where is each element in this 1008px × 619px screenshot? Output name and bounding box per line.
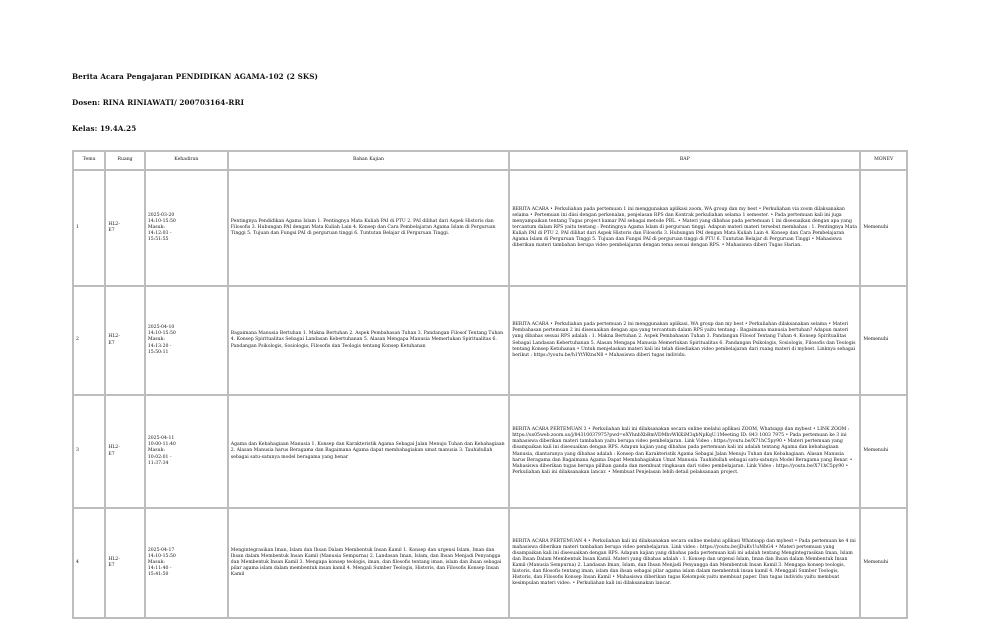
session-date: 2025-03-20: [147, 212, 175, 218]
ruang-line: HL2-: [108, 556, 120, 562]
table-row: [74, 396, 906, 507]
attendance-label: Masuk:: [147, 448, 165, 454]
attendance-out: 15:50:11: [147, 349, 169, 355]
cell-kehadiran: [146, 509, 227, 617]
col-header-bahan-kajian: Bahan Kajian: [229, 152, 508, 169]
cell-kehadiran: [146, 396, 227, 507]
attendance-in: 10:02:01 -: [147, 454, 172, 460]
ruang-line: HL2-: [108, 334, 120, 340]
cell-bahan-kajian: Agama dan Kebahagiaan Manusia 1. Konsep dan Karakteristik Agama Sebagai Jalan Menuju Tuhan dan Kebahagiaan 2. Alasan Manusia harus Beragama dan Bagaimana Agama dapat membahagiakan umat manusia 3. Tauhidullah sebagai satu-satunya model beragama yang benar: [229, 396, 508, 507]
table-row: [74, 509, 906, 617]
cell-ruang: [106, 396, 143, 507]
attendance-label: Masuk:: [147, 224, 165, 230]
session-date: 2025-04-10: [147, 325, 175, 331]
session-time: 10:00-11:40: [147, 442, 176, 448]
cell-ruang: [106, 171, 143, 285]
ruang-line: E7: [108, 340, 115, 346]
attendance-out: 11:37:34: [147, 460, 169, 466]
ruang-line: E7: [108, 563, 115, 568]
col-header-ruang: Ruang: [106, 152, 143, 169]
lecturer-info: Dosen: RINA RINIAWATI/ 200703164-RRI: [72, 98, 245, 107]
cell-monev: Memenuhi: [861, 287, 906, 394]
cell-temu: 3: [74, 396, 104, 507]
cell-bahan-kajian: Pentingnya Pendidikan Agama Islam 1. Pentingnya Mata Kuliah PAI di PTU 2. PAI dilihat dari Aspek Historis dan Filosofis 3. Hubungan PAI dengan Mata Kuliah Lain 4. Konsep dan Cara Pembelajaran Agama Islam di Perguruan Tinggi 5. Tujuan dan Fungsi PAI di perguruan tinggi 6. Tuntutan Belajar di Perguruan Tinggi.: [229, 171, 508, 285]
cell-bap: BERITA ACARA • Perkuliahan pada pertemuan 2 ini menggunakan aplikasi, WA group dan my best • Perkuliahan dilaksanakan selama • Materi Pembahasan pertemuan 2 ini disesuaikan dengan apa yang tercantum dalam RPS yaitu tentang : Bagaimana manusia bertuhan? Adapun materi yang dibahas sesuai RPS adalah : 1. Makna Bertuhan 2. Aspek Pembahasan Tuhan 3. Pandangan Filosof Tentang Tuhan 4. Konsep Spiritualitas Sebagai Landasan Kebertuhanan 5. Alasan Mengapa Manusia Memerlukan Spiritualitas 6. Pandangan Psikologis, Sosiologis, Filosofis dan Teologis tentang Konsep Ketuhanan • Untuk menjelaskan materi kali ini telah disediakan video pembelajaran dari ruang materi di mybest. Linknya sebagai berikut : https://youtu.be/h1YtYKtnsN8 • Mahasiswa diberi tugas individu.: [510, 287, 859, 394]
cell-ruang: [106, 287, 143, 394]
col-header-monev: MONEV: [861, 152, 906, 169]
cell-temu: 2: [74, 287, 104, 394]
col-header-temu: Temu: [74, 152, 104, 169]
attendance-label: Masuk:: [147, 559, 165, 565]
cell-temu: 1: [74, 171, 104, 285]
attendance-in: 14:11:40 -: [147, 566, 172, 572]
cell-bahan-kajian: Mengintegrasikan Iman, Islam dan Ihsan Dalam Membentuk Insan Kamil 1. Konsep dan urgensi Islam, Iman dan Ihsan dalam Membentuk Insan Kamil (Manusia Sempurna) 2. Landasan Iman, Islam, dan Ihsan Menjadi Penyangga dan Membentuk Insan Kamil 3. Mengapa konsep teologis, iman, dan filosofis tentang iman, islam dan ihsan sebagai pilar agama islam dalam membentuk insan kamil 4. Mengali Sumber Teologis, Historis, dan Filosofis Konsep Insan Kamil: [229, 509, 508, 617]
cell-ruang: [106, 509, 143, 617]
cell-monev: Memenuhi: [861, 509, 906, 617]
attendance-in: 14:13:20 -: [147, 343, 172, 349]
cell-monev: Memenuhi: [861, 396, 906, 507]
attendance-label: Masuk:: [147, 337, 165, 343]
session-time: 14:10-15:50: [147, 218, 176, 224]
ruang-line: E7: [108, 228, 115, 233]
ruang-line: HL2-: [108, 445, 120, 451]
class-info: Kelas: 19.4A.25: [72, 124, 137, 133]
cell-kehadiran: [146, 171, 227, 285]
session-time: 14:10-15:50: [147, 331, 176, 337]
page-title: Berita Acara Pengajaran PENDIDIKAN AGAMA-102 (2 SKS): [72, 72, 319, 81]
cell-bap: BERITA ACARA PERTEMUAN 4 • Perkuliahan kali ini dilaksanakan secara online melalui aplikasi Whatsapp dan mybest • Pada pertemuan ke 4 ini mahasiswa diberikan materi tambahan berupa video pembelajaran. Link video : https://youtu.be/jDuKvUuMhG4 • Materi pertemuan yang disampaikan kali ini disesuaikan dengan RPS. Adapun kajian yang dibahas pada pertemuan kali ini adalah tentang Mengintegrasikan Iman, Islam dan Ihsan Dalam Membentuk Insan Kamil. Materi yang dibahas adalah : 1. Konsep dan urgensi Islam, Iman dan Ihsan dalam Membentuk Insan Kamil (Manusia Sempurna) 2. Landasan Iman, Islam, dan Ihsan Menjadi Penyangga dan Membentuk Insan Kamil 3. Mengapa konsep teologis, historis, dan filosofis tentang iman, islam dan ihsan sebagai pilar agama islam dalam membentuk insan kamil 4. Menggali Sumber Teologis, Historis, dan Filosofis Konsep Insan Kamil • Mahasiswa diberikan tugas Kelompok yaitu membuat paper. Dan tugas individu yaitu membuat kesimpulan materi video. • Perkuliahan kali ini dilaksanakan lancar.: [510, 509, 859, 617]
ruang-line: HL2-: [108, 221, 120, 227]
attendance-out: 15:41:50: [147, 572, 169, 578]
cell-bap: BERITA ACARA PERTEMUAN 3 • Perkuliahan kali ini dilaksanakan secara online melalui aplikasi ZOOM, Whatsapp dan mybest • LINK ZOOM : https://us05web.zoom.us/j/84310037975?pwd=eXYhnbXbBmVDMbvWKKiM3qbNpKqU.1Meeting ID: 843 1003 7975 • Pada pertemuan ke 3 ini mahasiswa diberikan materi tambahan yaitu berupa video pembelajaran. Link Video : https://youtu.be/X71hC5py90 • Materi pertemuan yang disampaikan kali ini disesuaikan dengan RPS. Adapun kajian yang dibahas pada pertemuan kali ini adalah tentang Agama dan kebahagiaan Manusia, diantaranya yang dibahas adalah : Konsep dan Karakteristik Agama Sebagai Jalan Menuju Tuhan dan Kebahagiaan. Alasan Manusia harus Beragama dan Bagaimana Agama Dapat Membahagiakan Umat Manusia. Tauhidullah sebagai satu-satunya Model Beragama yang Benar. • Mahasiswa diberikan tugas berupa pilihan ganda dan membuat ringkasan dari video pembelajaran. Link Video : https://youtu.be/X71hC5py90 • Perkuliahan kali ini dilaksanakan lancar. • Membuat Penjelasan lebih detail pelaksanaan project.: [510, 396, 859, 507]
col-header-kehadiran: Kehadiran: [146, 152, 227, 169]
table-row: [74, 287, 906, 394]
cell-monev: Memenuhi: [861, 171, 906, 285]
attendance-in: 14:12:03 -: [147, 231, 172, 237]
cell-bap: BERITA ACARA • Perkuliahan pada pertemuan 1 ini menggunakan aplikasi zoom, WA group dan my best • Perkuliahan via zoom dilaksanakan selama • Pertemuan ini diisi dengan perkenalan, penjelasan RPS dan Kontrak perkuliahan selama 1 semester. • Pada pertemuan kali ini juga menyampaikan tentang Tugas project kamar PAI sebagai metode PBL. • Materi yang dibahas pada pertemuan 1 ini disesuaikan dengan apa yang tercantum dalam RPS yaitu tentang : Pentingnya Agama Islam di perguruan tinggi. Adapun materi materi tersebut membahas : 1. Pentingnya Mata Kuliah PAI di PTU 2. PAI dilihat dari Aspek Historis dan Filosofis 3. Hubungan PAI dengan Mata Kuliah Lain 4. Konsep dan Cara Pembelajaran Agama Islam di Perguruan Tinggi 5. Tujuan dan Fungsi PAI di perguruan tinggi di PTU 6. Tuntutan Belajar di Perguruan Tinggi • Mahasiswa diberikan materi tambahan berupa video pembelajaran dengan tema sesuai dengan RPS. • Mahasiswa diberi Tugas Harian.: [510, 171, 859, 285]
cell-kehadiran: [146, 287, 227, 394]
attendance-out: 15:51:55: [147, 237, 169, 243]
session-time: 14:10-15:50: [147, 553, 176, 559]
ruang-line: E7: [108, 451, 115, 457]
session-date: 2025-04-17: [147, 547, 175, 553]
bap-table: [72, 150, 908, 619]
table-row: [74, 171, 906, 285]
cell-temu: 4: [74, 509, 104, 617]
col-header-bap: BAP: [510, 152, 859, 169]
table-header-row: [74, 152, 906, 169]
session-date: 2025-04-11: [147, 436, 175, 442]
cell-bahan-kajian: Bagaimana Manusia Bertuhan 1. Makna Bertuhan 2. Aspek Pembahasan Tuhan 3. Pandangan Filosof Tentang Tuhan 4. Konsep Spiritualitas Sebagai Landasan Kebertuhanan 5. Alasan Mengapa Manusia Memerlukan Spiritualitas 6. Pandangan Psikologis, Sosiologis, Filosofis dan Teologis tentang Konsep Ketuhanan: [229, 287, 508, 394]
